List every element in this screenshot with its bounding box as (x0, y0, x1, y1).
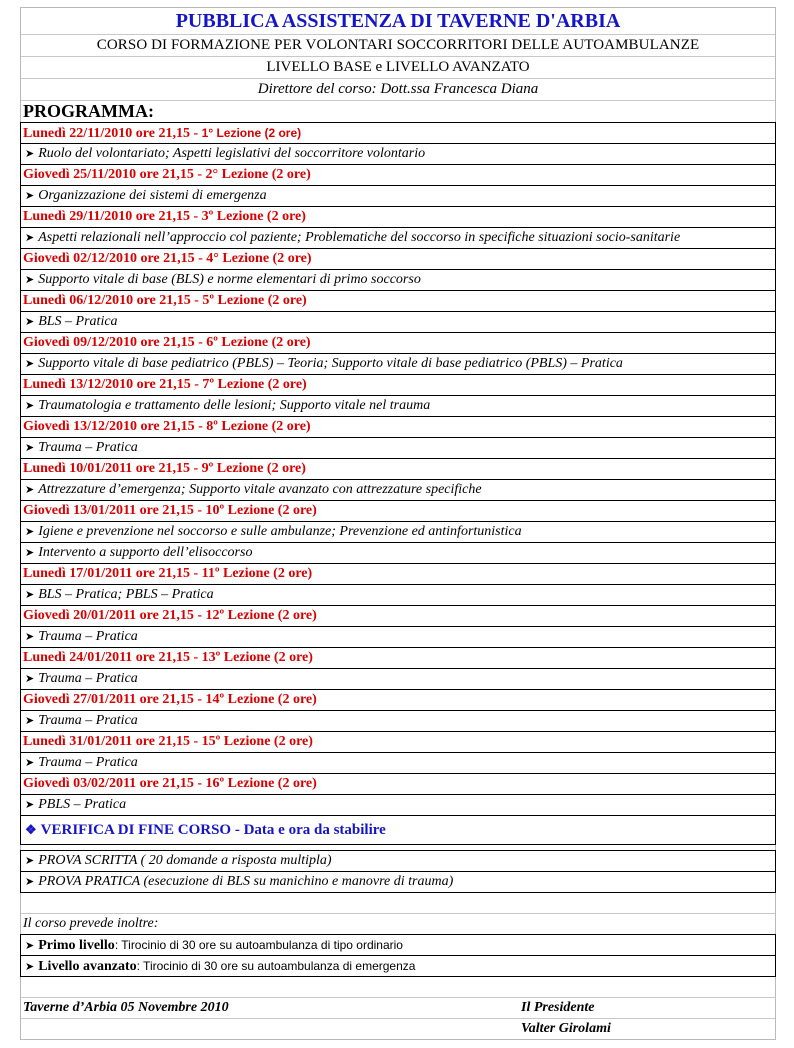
inoltre-heading: Il corso prevede inoltre: (20, 914, 776, 934)
lesson-row (21, 249, 775, 270)
level-label: Livello avanzato (38, 959, 137, 974)
lesson-row (21, 501, 775, 522)
president-role: Il Presidente (521, 1000, 595, 1015)
org-title: PUBBLICA ASSISTENZA DI TAVERNE D'ARBIA (21, 8, 775, 35)
lesson-date: Giovedì 27/01/2011 ore 21,15 - (23, 692, 206, 707)
topic-text: Trauma – Pratica (38, 755, 138, 770)
course-subtitle: CORSO DI FORMAZIONE PER VOLONTARI SOCCORRITORI DELLE AUTOAMBULANZE (21, 35, 775, 57)
lesson-row (21, 291, 775, 312)
topic-text: Trauma – Pratica (38, 440, 138, 455)
topic-row (21, 144, 775, 165)
lesson-row (21, 732, 775, 753)
topic-row (21, 354, 775, 375)
document-sheet (20, 7, 776, 1040)
list-item (21, 956, 775, 976)
lesson-date: Giovedì 02/12/2010 ore 21,15 - (23, 251, 207, 266)
arrowhead-right-icon: ➤ (25, 855, 35, 867)
lesson-date: Giovedì 20/01/2011 ore 21,15 - (23, 608, 206, 623)
topic-text: Intervento a supporto dell’elisoccorso (38, 545, 253, 560)
lesson-row (21, 417, 775, 438)
lesson-number: 1° Lezione (2 ore) (201, 126, 302, 140)
topic-text: Trauma – Pratica (38, 671, 138, 686)
footer-row (21, 998, 775, 1019)
topic-text: BLS – Pratica; PBLS – Pratica (38, 587, 214, 602)
lesson-number: 16º Lezione (2 ore) (205, 776, 317, 791)
course-director: Direttore del corso: Dott.ssa Francesca Diana (21, 79, 775, 101)
arrowhead-right-icon: ➤ (25, 274, 35, 286)
topic-text: Supporto vitale di base (BLS) e norme elementari di primo soccorso (38, 272, 421, 287)
lesson-date: Lunedì 22/11/2010 ore 21,15 - (23, 126, 202, 141)
topic-text: Igiene e prevenzione nel soccorso e sulle ambulanze; Prevenzione ed antinfortunistica (38, 524, 522, 539)
place-date: Taverne d’Arbia 05 Novembre 2010 (23, 1000, 229, 1015)
lesson-date: Lunedì 17/01/2011 ore 21,15 - (23, 566, 202, 581)
topic-row (21, 543, 775, 564)
arrowhead-right-icon: ➤ (25, 484, 35, 496)
arrowhead-right-icon: ➤ (25, 961, 35, 973)
lesson-row (21, 459, 775, 480)
lesson-number: 13º Lezione (2 ore) (201, 650, 313, 665)
lesson-date: Lunedì 13/12/2010 ore 21,15 - (23, 377, 203, 392)
topic-row (21, 795, 775, 815)
topic-row (21, 711, 775, 732)
topic-text: BLS – Pratica (38, 314, 118, 329)
lesson-number: 2° Lezione (2 ore) (205, 167, 311, 182)
lesson-row (21, 606, 775, 627)
arrowhead-right-icon: ➤ (25, 631, 35, 643)
list-item (21, 872, 775, 892)
lesson-row (21, 648, 775, 669)
lessons-table (20, 122, 776, 816)
arrowhead-right-icon: ➤ (25, 589, 35, 601)
topic-text: Trauma – Pratica (38, 629, 138, 644)
arrowhead-right-icon: ➤ (25, 316, 35, 328)
topic-text: PBLS – Pratica (38, 797, 127, 812)
verifica-row (20, 816, 776, 845)
lesson-number: 11º Lezione (2 ore) (201, 566, 313, 581)
blank-row (20, 977, 776, 998)
lesson-number: 12º Lezione (2 ore) (205, 608, 317, 623)
verifica-label: VERIFICA DI FINE CORSO - Data e ora da stabilire (40, 822, 386, 838)
verifica-items (20, 850, 776, 893)
lesson-row (21, 690, 775, 711)
lesson-number: 10º Lezione (2 ore) (205, 503, 317, 518)
lesson-row (21, 207, 775, 228)
inoltre-items (20, 934, 776, 977)
blank-row (20, 893, 776, 914)
lesson-date: Lunedì 06/12/2010 ore 21,15 - (23, 293, 203, 308)
level-text: : Tirocinio di 30 ore su autoambulanza di tipo ordinario (114, 938, 403, 952)
topic-row (21, 228, 775, 249)
course-levels: LIVELLO BASE e LIVELLO AVANZATO (21, 57, 775, 79)
arrowhead-right-icon: ➤ (25, 715, 35, 727)
topic-text: Ruolo del volontariato; Aspetti legislativi del soccorritore volontario (38, 146, 426, 161)
lesson-row (21, 165, 775, 186)
arrowhead-right-icon: ➤ (25, 190, 35, 202)
four-diamond-icon: ❖ (25, 822, 37, 837)
arrowhead-right-icon: ➤ (25, 442, 35, 454)
lesson-row (21, 564, 775, 585)
list-item (21, 851, 775, 872)
lesson-number: 9º Lezione (2 ore) (201, 461, 306, 476)
lesson-row (21, 774, 775, 795)
topic-row (21, 396, 775, 417)
topic-row (21, 270, 775, 291)
topic-text: Trauma – Pratica (38, 713, 138, 728)
topic-row (21, 669, 775, 690)
lesson-number: 3º Lezione (2 ore) (201, 209, 306, 224)
lesson-date: Giovedì 25/11/2010 ore 21,15 - (23, 167, 206, 182)
topic-row (21, 186, 775, 207)
lesson-number: 8º Lezione (2 ore) (206, 419, 311, 434)
topic-row (21, 312, 775, 333)
document-header (20, 7, 776, 101)
topic-row (21, 627, 775, 648)
arrowhead-right-icon: ➤ (25, 673, 35, 685)
topic-text: Supporto vitale di base pediatrico (PBLS) – Teoria; Supporto vitale di base pediatrico (PBLS) – Pratica (38, 356, 623, 371)
arrowhead-right-icon: ➤ (25, 799, 35, 811)
verifica-item-written: PROVA SCRITTA ( 20 domande a risposta multipla) (38, 853, 332, 868)
list-item (21, 935, 775, 956)
lesson-row (21, 375, 775, 396)
document-footer (20, 998, 776, 1040)
arrowhead-right-icon: ➤ (25, 358, 35, 370)
arrowhead-right-icon: ➤ (25, 757, 35, 769)
lesson-date: Lunedì 29/11/2010 ore 21,15 - (23, 209, 202, 224)
arrowhead-right-icon: ➤ (25, 526, 35, 538)
lesson-number: 14º Lezione (2 ore) (205, 692, 317, 707)
topic-text: Attrezzature d’emergenza; Supporto vitale avanzato con attrezzature specifiche (38, 482, 482, 497)
lesson-number: 5º Lezione (2 ore) (202, 293, 307, 308)
arrowhead-right-icon: ➤ (25, 148, 35, 160)
arrowhead-right-icon: ➤ (25, 232, 35, 244)
lesson-number: 4° Lezione (2 ore) (206, 251, 312, 266)
president-name: Valter Girolami (521, 1021, 611, 1036)
lesson-row (21, 333, 775, 354)
topic-text: Traumatologia e trattamento delle lesioni; Supporto vitale nel trauma (38, 398, 431, 413)
topic-row (21, 522, 775, 543)
arrowhead-right-icon: ➤ (25, 940, 35, 952)
lesson-date: Giovedì 03/02/2011 ore 21,15 - (23, 776, 206, 791)
topic-row (21, 438, 775, 459)
topic-text: Organizzazione dei sistemi di emergenza (38, 188, 267, 203)
lesson-date: Lunedì 31/01/2011 ore 21,15 - (23, 734, 202, 749)
level-label: Primo livello (38, 938, 115, 953)
lesson-row (21, 123, 775, 144)
arrowhead-right-icon: ➤ (25, 547, 35, 559)
arrowhead-right-icon: ➤ (25, 400, 35, 412)
program-heading: PROGRAMMA: (20, 101, 776, 122)
topic-row (21, 480, 775, 501)
lesson-number: 6º Lezione (2 ore) (206, 335, 311, 350)
lesson-date: Giovedì 13/01/2011 ore 21,15 - (23, 503, 206, 518)
lesson-number: 7º Lezione (2 ore) (202, 377, 307, 392)
level-text: : Tirocinio di 30 ore su autoambulanza di emergenza (136, 959, 416, 973)
topic-row (21, 753, 775, 774)
lesson-date: Giovedì 09/12/2010 ore 21,15 - (23, 335, 207, 350)
lesson-number: 15º Lezione (2 ore) (201, 734, 313, 749)
lesson-date: Lunedì 24/01/2011 ore 21,15 - (23, 650, 202, 665)
verifica-item-practical: PROVA PRATICA (esecuzione di BLS su manichino e manovre di trauma) (38, 874, 454, 889)
topic-text: Aspetti relazionali nell’approccio col paziente; Problematiche del soccorso in specifiche situazioni socio-sanitarie (38, 230, 681, 245)
topic-row (21, 585, 775, 606)
lesson-date: Lunedì 10/01/2011 ore 21,15 - (23, 461, 202, 476)
footer-row (21, 1019, 775, 1039)
arrowhead-right-icon: ➤ (25, 876, 35, 888)
lesson-date: Giovedì 13/12/2010 ore 21,15 - (23, 419, 207, 434)
